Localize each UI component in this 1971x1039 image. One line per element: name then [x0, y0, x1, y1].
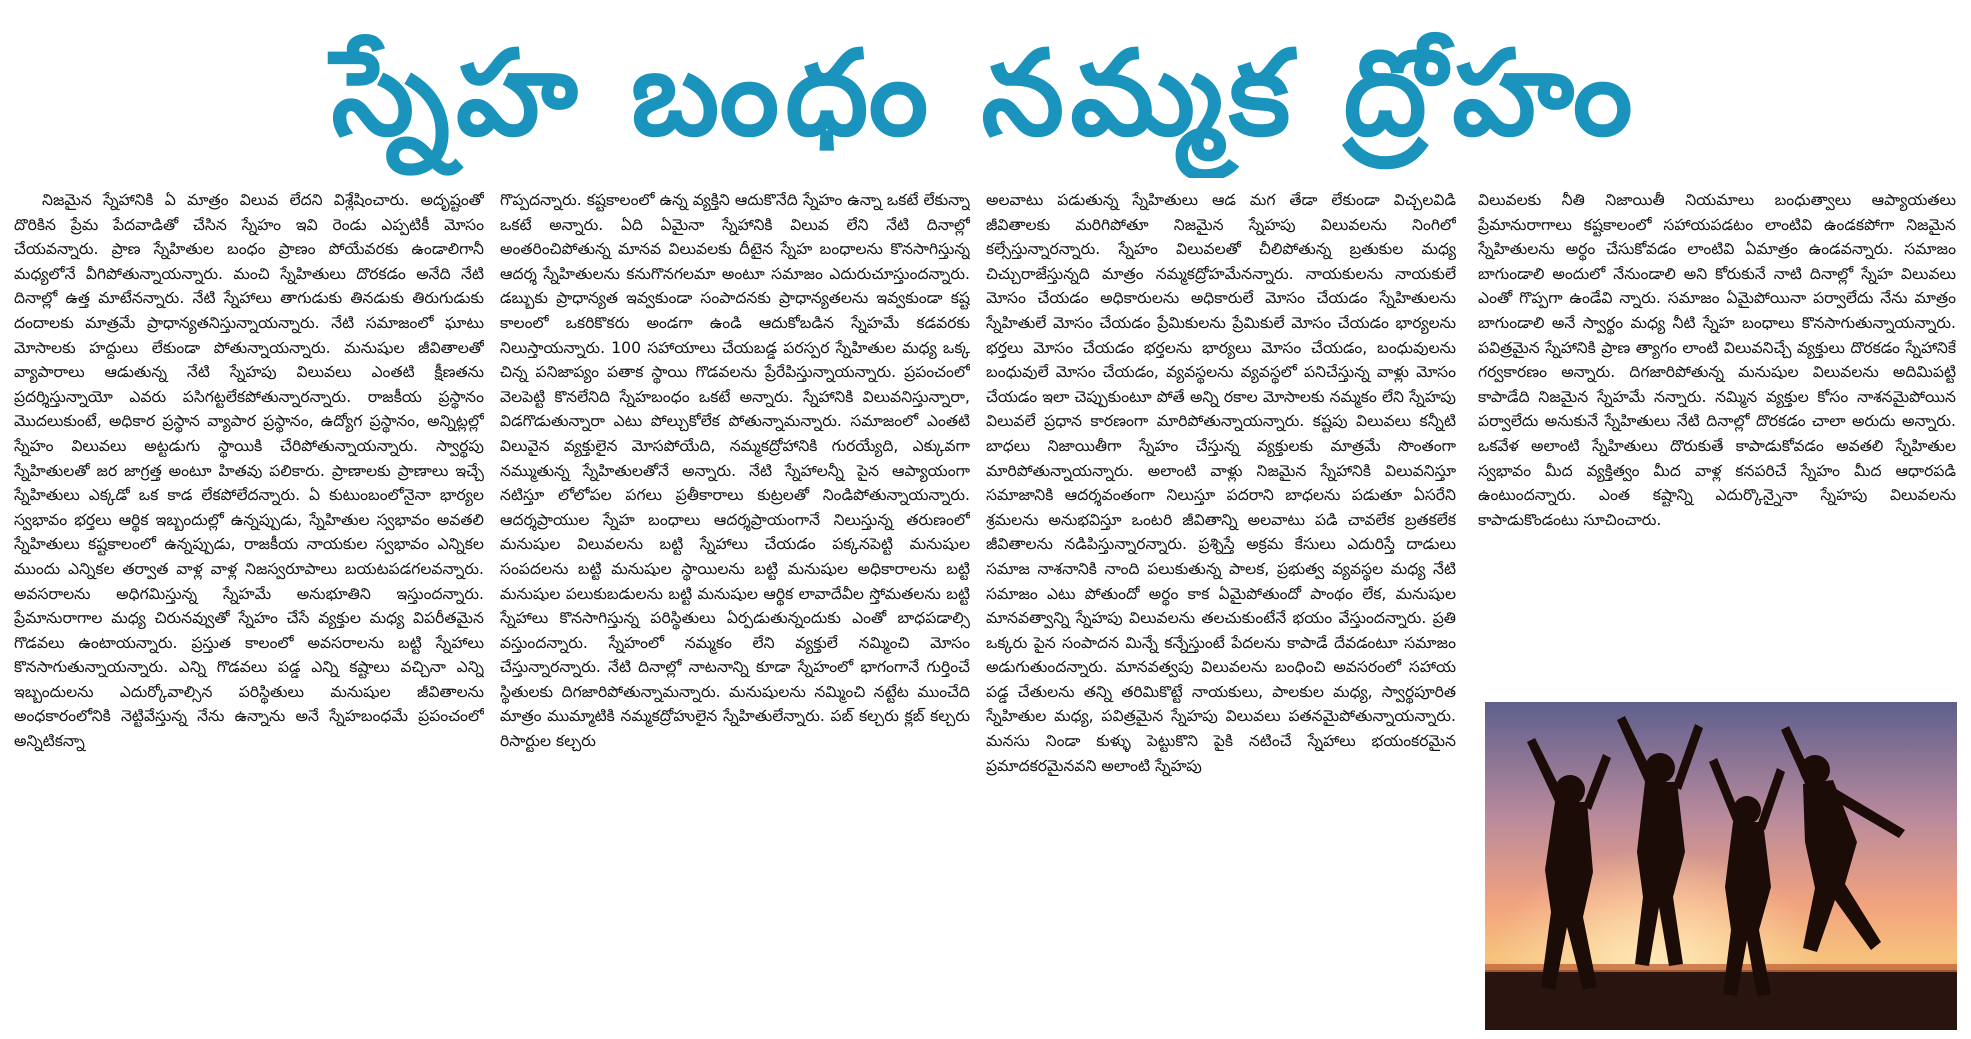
column-2-text: గొప్పదన్నారు. కష్టకాలంలో ఉన్న వ్యక్తిని ఆదుకొనేది స్నేహం ఉన్నా ఒకటే లేకున్నా ఒకటే అన్నారు. ఏది ఏమైనా స్నేహానికి విలువ లేని నేటి దినాల్లో అంతరించిపోతున్న మానవ విలువలకు దీటైన స్నేహ బంధాలను కొనసాగిస్తున్న ఆదర్శ స్నేహితులను కనుగొనగలమా అంటూ సమాజం ఎదురుచూస్తుందన్నారు. డబ్బుకు ప్రాధాన్యత ఇవ్వకుండా సంపాదనకు ప్రాధాన్యతలను ఇవ్వకుండా కష్ట కాలంలో ఒకరికొకరు అండగా ఉండి ఆదుకోబడిన స్నేహమే కడవరకు నిలుస్తాయన్నారు. 100 సహాయాలు చేయబడ్డ పరస్పర స్నేహితుల మధ్య ఒక్క చిన్న పనిజాప్యం పతాక స్థాయి గొడవలను ప్రేరేపిస్తున్నాయన్నారు. ప్రపంచంలో వెలపెట్టి కొనలేనిది స్నేహబంధం ఒకటే అన్నారు. స్నేహానికి విలువనిస్తున్నారా, విడగొడుతున్నారా ఎటు పోల్చుకోలేక పోతున్నామన్నారు. సమాజంలో ఎంతటి విలువైన వ్యక్తులైన మోసపోయేది, నమ్మకద్రోహానికి గురయ్యేది, ఎక్కువగా నమ్ముతున్న స్నేహితులతోనే అన్నారు. నేటి స్నేహాలన్నీ పైన ఆప్యాయంగా నటిస్తూ లోలోపల పగలు ప్రతీకారాలు కుట్రలతో నిండిపోతున్నాయన్నారు. ఆదర్శప్రాయుల స్నేహ బంధాలు ఆదర్శప్రాయంగానే నిలుస్తున్న తరుణంలో మనుషుల విలువలను బట్టి స్నేహాలు చేయడం పక్కనపెట్టి మనుషుల సంపదలను బట్టి మనుషుల స్థాయిలను బట్టి మనుషుల అధికారాలను బట్టి మనుషుల పలుకుబడులను బట్టి మనుషుల ఆర్థిక లావాదేవీల స్తోమతలను బట్టి స్నేహాలు కొనసాగిస్తున్న పరిస్థితులు ఏర్పడుతున్నందుకు ఎంతో బాధపడాల్సి వస్తుందన్నారు. స్నేహంలో నమ్మకం లేని వ్యక్తులే నమ్మించి మోసం చేస్తున్నారన్నారు. నేటి దినాల్లో నాటనాన్ని కూడా స్నేహంలో భాగంగానే గుర్తించే స్థితులకు దిగజారిపోతున్నామన్నారు. మనుషులను నమ్మించి నట్టేట ముంచేది మాత్రం ముమ్మాటికి నమ్మకద్రోహులైన స్నేహితులేన్నారు. పబ్ కల్చరు క్లబ్ కల్చరు రిసార్టుల కల్చరు [500, 191, 970, 751]
article-column-4 [1478, 188, 1956, 708]
friends-jumping-sunset-photo [1485, 702, 1957, 1030]
column-4-text: విలువలకు నీతి నిజాయితీ నియమాలు బంధుత్వాలు ఆప్యాయతలు ప్రేమానురాగాలు కష్టకాలంలో సహాయపడటం లాంటివి ఉండకపోగా నిజమైన స్నేహితులను అర్థం చేసుకోవడం లాంటివి ఏమాత్రం ఉండవన్నారు. సమాజం బాగుండాలి అందులో నేనుండాలి అని కోరుకునే నాటి దినాల్లో స్నేహ విలువలు ఎంతో గొప్పగా ఉండేవి న్నారు. సమాజం ఏమైపోయినా పర్వాలేదు నేను మాత్రం బాగుండాలి అనే స్వార్థం మధ్య నీటి స్నేహ బంధాలు కొనసాగుతున్నాయన్నారు. పవిత్రమైన స్నేహానికి ప్రాణ త్యాగం లాంటి విలువనిచ్చే వ్యక్తులు దొరకడం స్నేహానికే గర్వకారణం అన్నారు. దిగజారిపోతున్న మనుషుల విలువలను అదిమిపట్టి కాపాడేది నిజమైన స్నేహమే నన్నారు. నమ్మిన వ్యక్తుల కోసం నాశనమైపోయిన పర్వాలేదు అనుకునే స్నేహితులు నేటి దినాల్లో దొరకడం చాలా అరుదు అన్నారు. ఒకవేళ అలాంటి స్నేహితులు దొరుకుతే కాపాడుకోవడం అవతలి స్నేహితుల స్వభావం మీద వ్యక్తిత్వం మీద వాళ్ల కనపరిచే స్నేహం మీద ఆధారపడి ఉంటుందన్నారు. ఎంత కష్టాన్ని ఎదుర్కొన్నైనా స్నేహపు విలువలను కాపాడుకొండంటు సూచించారు. [1478, 191, 1956, 529]
column-1-text: నిజమైన స్నేహానికి ఏ మాత్రం విలువ లేదని విశ్లేషించారు. అదృష్టంతో దొరికిన ప్రేమ పేదవాడితో చేసిన స్నేహం ఇవి రెండు ఎప్పటికీ మోసం చేయవన్నారు. ప్రాణ స్నేహితుల బంధం ప్రాణం పోయేవరకు ఉండాలిగానీ మధ్యలోనే వీగిపోతున్నాయన్నారు. మంచి స్నేహితులు దొరకడం అనేది నేటి దినాల్లో ఉత్త మాటేనన్నారు. నేటి స్నేహాలు తాగుడుకు తినడుకు తిరుగుడుకు దందాలకు మాత్రమే ప్రాధాన్యతనిస్తున్నాయన్నారు. నేటి సమాజంలో ఘాటు మోసాలకు హద్దులు లేకుండా పోతున్నాయన్నారు. మనుషుల జీవితాలతో వ్యాపారాలు ఆడుతున్న నేటి స్నేహపు విలువలు ఎంతటి క్షీణతను ప్రదర్శిస్తున్నాయో ఎవరు పసిగట్టలేకపోతున్నారన్నారు. రాజకీయ ప్రస్థానం మొదలుకుంటే, అధికార ప్రస్థాన వ్యాపార ప్రస్థానం, ఉద్యోగ ప్రస్థానం, అన్నిట్లల్లో స్నేహం విలువలు అట్టడుగు స్థాయికి చేరిపోతున్నాయన్నారు. స్వార్థపు స్నేహితులతో జర జాగ్రత్త అంటూ హితవు పలికారు. ప్రాణాలకు ప్రాణాలు ఇచ్చే స్నేహితులు ఎక్కడో ఒక కాడ లేకపోలేదన్నారు. ఏ కుటుంబంలోనైనా భార్యల స్వభావం భర్తలు ఆర్థిక ఇబ్బందుల్లో ఉన్నప్పుడు, స్నేహితుల స్వభావం అవతలి స్నేహితులు కష్టకాలంలో ఉన్నప్పుడు, రాజకీయ నాయకుల స్వభావం ఎన్నికల ముందు ఎన్నికల తర్వాత వాళ్ల వాళ్ల నిజస్వరూపాలు బయటపడగలవన్నారు. అవసరాలను అధిగమిస్తున్న స్నేహమే అనుభూతిని ఇస్తుందన్నారు. ప్రేమానురాగాల మధ్య చిరునవ్వుతో స్నేహం చేసే వ్యక్తుల మధ్య విపరీతమైన గొడవలు ఉంటాయన్నారు. ప్రస్తుత కాలంలో అవసరాలను బట్టి స్నేహాలు కొనసాగుతున్నాయన్నారు. ఎన్ని గొడవలు పడ్డ ఎన్ని కష్టాలు వచ్చినా ఎన్ని ఇబ్బందులను ఎదుర్కోవాల్సిన పరిస్థితులు మనుషుల జీవితాలను అంధకారంలోనికి నెట్టివేస్తున్న నేను ఉన్నాను అనే స్నేహబంధమే ప్రపంచంలో అన్నిటికన్నా [14, 191, 484, 751]
headline: స్నేహ బంధం నమ్మక ద్రోహం [331, 24, 1639, 162]
article-column-2 [500, 188, 970, 1028]
article-column-3 [986, 188, 1456, 1028]
silhouette-illustration [1485, 702, 1957, 1030]
column-3-text: అలవాటు పడుతున్న స్నేహితులు ఆడ మగ తేడా లేకుండా విచ్చలవిడి జీవితాలకు మరిగిపోతూ నిజమైన స్నేహపు విలువలను నింగిలో కల్సేస్తున్నారన్నారు. స్నేహం విలువలతో చీలిపోతున్న బ్రతుకుల మధ్య చిచ్చురాజేస్తున్నది మాత్రం నమ్మకద్రోహమేనన్నారు. నాయకులను నాయకులే మోసం చేయడం అధికారులను అధికారులే మోసం చేయడం స్నేహితులను స్నేహితులే మోసం చేయడం ప్రేమికులను ప్రేమికులే మోసం చేయడం భార్యలను భర్తలు మోసం చేయడం భర్తలను భార్యలు మోసం చేయడం, బంధువులను బంధువులే మోసం చేయడం, వ్యవస్థలను వ్యవస్థలో పనిచేస్తున్న వాళ్లు మోసం చేయడం ఇలా చెప్పుకుంటూ పోతే అన్ని రకాల మోసాలకు నమ్మకం లేని స్నేహపు విలువలే ప్రధాన కారణంగా మారిపోతున్నాయన్నారు. కష్టపు విలువలు కన్నీటి బాధలు నిజాయితీగా స్నేహం చేస్తున్న వ్యక్తులకు మాత్రమే సొంతంగా మారిపోతున్నాయన్నారు. అలాంటి వాళ్లు నిజమైన స్నేహానికి విలువనిస్తూ సమాజానికి ఆదర్శవంతంగా నిలుస్తూ పదరాని బాధలను పడుతూ ఏసరేని శ్రమలను అనుభవిస్తూ ఒంటరి జీవితాన్ని అలవాటు పడి చావలేక బ్రతకలేక జీవితాలను నడిపిస్తున్నారన్నారు. ప్రశ్నిస్తే అక్రమ కేసులు ఎదురిస్తే దాడులు సమాజ నాశనానికి నాంది పలుకుతున్న పాలక, ప్రభుత్వ వ్యవస్థల మధ్య నేటి సమాజం ఎటు పోతుందో అర్థం కాక ఏమైపోతుందో పాంథం లేక, మనుషుల మానవత్వాన్ని స్నేహపు విలువలను తలచుకుంటేనే భయం వేస్తుందన్నారు. ప్రతి ఒక్కరు పైన సంపాదన మిన్నే కన్నేస్తుంటే పేదలను కాపాడే దేవడంటూ సమాజం అడుగుతుందన్నారు. మానవత్వపు విలువలను బంధించి అవసరంలో సహాయ పడ్డ చేతులను తన్ని తరిమికొట్టే నాయకులు, పాలకుల మధ్య, స్వార్థపూరిత స్నేహితుల మధ్య, పవిత్రమైన స్నేహపు విలువలు పతనమైపోతున్నాయన్నారు. మనసు నిండా కుళ్ళు పెట్టుకొని పైకి నటించే స్నేహాలు భయంకరమైన ప్రమాదకరమైనవని అలాంటి స్నేహపు [986, 191, 1456, 775]
article-column-1 [14, 188, 484, 1028]
